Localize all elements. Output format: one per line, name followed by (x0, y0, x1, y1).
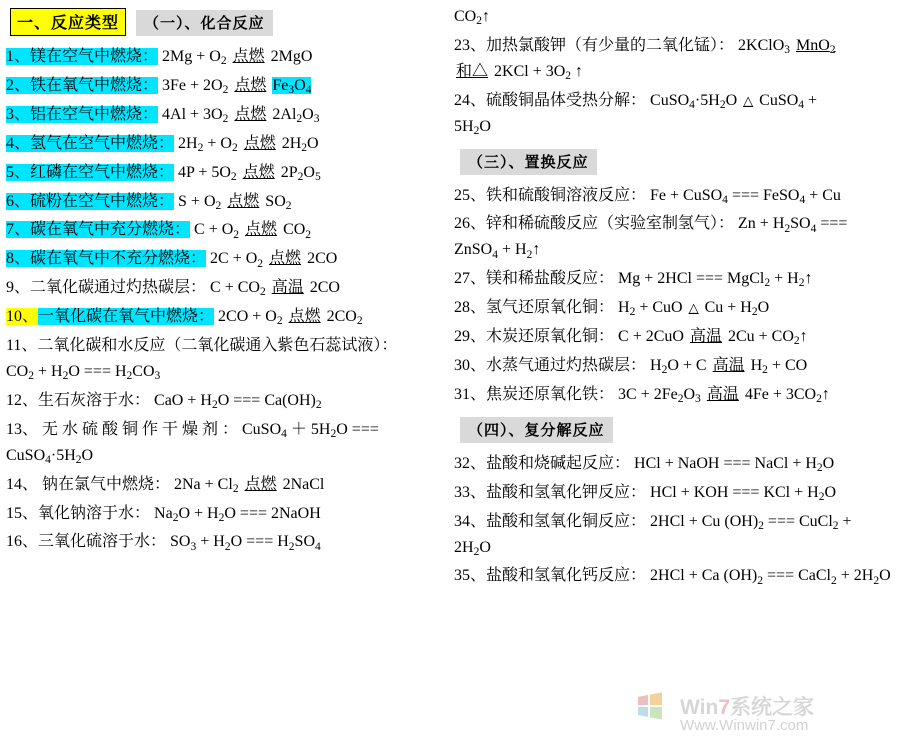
subsection-title-replacement: （三）、置换反应 (460, 149, 597, 175)
equation-item: 25、铁和硫酸铜溶液反应： Fe + CuSO$_4$ === FeSO$_4$ + Cu (454, 186, 841, 206)
left-column (0, 0, 440, 558)
equation-item: 13、 无 水 硫 酸 铜 作 干 燥 剂 ： CuSO$_4$ ＋ $5H_2O$ === $CuSO_4\cdot 5H_2O$ (6, 420, 379, 466)
subsection-title-combination: （一）、化合反应 (136, 10, 273, 36)
equation-item: 9、二氧化碳通过灼热碳层： $C + CO_2$ 高温 2CO (6, 279, 340, 299)
equation-item: 34、盐酸和氢氧化铜反应： 2HCl + Cu $(OH)_2$ === CuCl$_2$ + $2H_2O$ (454, 512, 852, 558)
equation-item: 31、焦炭还原氧化铁： $3C + 2Fe_2O_3$ 高温 $4Fe + 3CO_2↑$ (454, 385, 830, 406)
equation-item: 5、红磷在空气中燃烧： $4P + 5O_2$ 点燃 $2P_2O_5$ (6, 163, 321, 183)
equation-item: 6、硫粉在空气中燃烧： $S + O_2$ 点燃 $SO_2$ (6, 192, 292, 212)
equation-fragment: $CO_2↑$ (454, 8, 490, 28)
equation-item: 29、木炭还原氧化铜： C + 2CuO 高温 $2Cu + CO_2↑$ (454, 328, 808, 348)
equation-item: 35、盐酸和氢氧化钙反应： 2HCl + Ca $(OH)_2$ === CaCl$_2$ + $2H_2O$ (454, 567, 891, 587)
equation-item: 16、三氧化硫溶于水： $SO_3 + H_2O$ === $H_2SO_4$ (6, 533, 321, 553)
equation-item: 24、硫酸铜晶体受热分解： $CuSO_4\cdot 5H_2O$ △ CuSO$_4$ + $5H_2O$ (454, 91, 818, 137)
equation-item: 32、盐酸和烧碱起反应： HCl + NaOH === NaCl + $H_2O$ (454, 454, 835, 474)
watermark-logo-icon (636, 691, 676, 721)
equation-item: 26、锌和稀硫酸反应（实验室制氢气）： $Zn + H_2SO_4$ === ZnSO$_4$ + $H_2↑$ (454, 215, 848, 261)
equation-item: 3、铝在空气中燃烧： $4Al + 3O_2$ 点燃 $2Al_2O_3$ (6, 105, 320, 126)
equation-item: 11、二氧化碳和水反应（二氧化碳通入紫色石蕊试液）： $CO_2 + H_2O$ === $H_2CO_3$ (6, 337, 398, 383)
equation-item: 23、加热氯酸钾（有少量的二氧化锰）： 2KClO$_3$ MnO$_2$ 和△ $2KCl + 3O_2$ ↑ (454, 36, 836, 83)
equation-item: 7、碳在氧气中充分燃烧： $C + O_2$ 点燃 $CO_2$ (6, 221, 312, 241)
equation-item: 1、镁在空气中燃烧： $2Mg + O_2$ 点燃 2MgO (6, 48, 313, 68)
equation-item: 10、一氧化碳在氧气中燃烧： $2CO + O_2$ 点燃 $2CO_2$ (6, 308, 363, 328)
equation-item: 12、生石灰溶于水： CaO + $H_2O$ === $Ca(OH)_2$ (6, 391, 322, 412)
equation-item: 8、碳在氧气中不充分燃烧： $2C + O_2$ 点燃 2CO (6, 250, 338, 270)
right-column (448, 0, 898, 592)
watermark (632, 689, 892, 737)
equation-item: 27、镁和稀盐酸反应： Mg + 2HCl === MgCl$_2$ + $H_2↑$ (454, 270, 813, 290)
subsection-title-metathesis: （四）、复分解反应 (460, 417, 613, 443)
equation-item: 2、铁在氧气中燃烧： $3Fe + 2O_2$ 点燃 $Fe_3O_4$ (6, 76, 312, 97)
equation-item: 33、盐酸和氢氧化钾反应： HCl + KOH === KCl + $H_2O$ (454, 483, 837, 503)
equation-item: 14、 钠在氯气中燃烧： $2Na + Cl_2$ 点燃 2NaCl (6, 475, 325, 495)
equation-item: 4、氢气在空气中燃烧： $2H_2 + O_2$ 点燃 $2H_2O$ (6, 134, 319, 154)
equation-item: 28、氢气还原氧化铜： $H_2$ + CuO △ $Cu + H_2O$ (454, 299, 770, 319)
watermark-title: Win7系统之家 (680, 696, 814, 719)
equation-item: 15、氧化钠溶于水： $Na_2O + H_2O$ === 2NaOH (6, 504, 321, 524)
page-title: 一、反应类型 (10, 8, 126, 36)
equation-item: 30、水蒸气通过灼热碳层： $H_2O + C$ 高温 $H_2$ + CO (454, 356, 808, 377)
watermark-url: Www.Winwin7.com (680, 717, 809, 734)
